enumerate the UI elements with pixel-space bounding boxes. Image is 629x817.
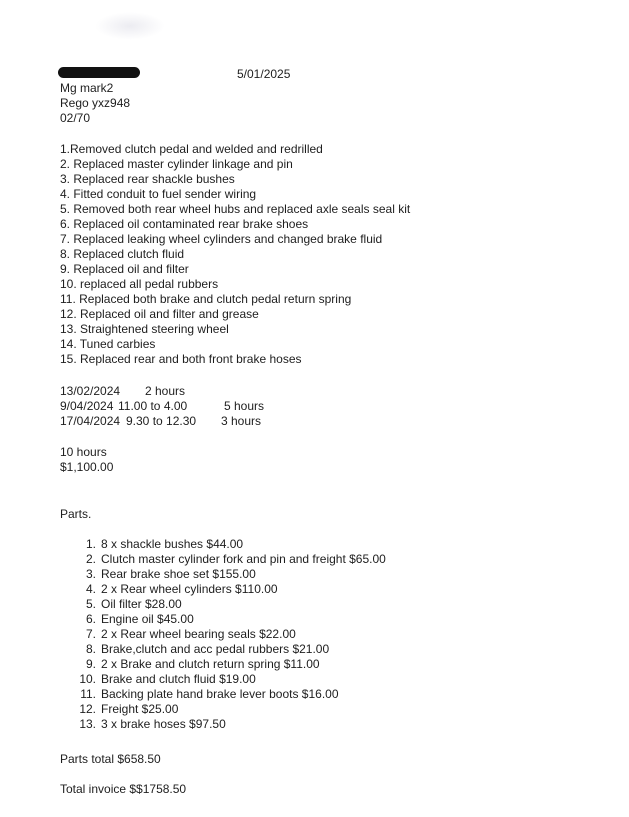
parts-item-number: 3. xyxy=(85,567,96,581)
parts-item xyxy=(78,672,256,687)
parts-item xyxy=(78,642,329,657)
parts-item-text: Rear brake shoe set $155.00 xyxy=(101,567,256,581)
parts-item xyxy=(78,567,256,582)
parts-item-text: 8 x shackle bushes $44.00 xyxy=(101,537,244,551)
parts-item xyxy=(78,612,194,627)
work-item: 8. Replaced clutch fluid xyxy=(60,247,185,261)
car-model: Mg mark2 xyxy=(60,81,114,95)
parts-item-text: 2 x Brake and clutch return spring $11.00 xyxy=(101,657,320,671)
time-log-hours: 2 hours xyxy=(145,384,186,398)
parts-item xyxy=(78,582,278,597)
parts-item xyxy=(78,537,243,552)
parts-item xyxy=(78,702,178,717)
parts-item-number: 12. xyxy=(79,702,96,716)
parts-item-number: 1. xyxy=(85,537,96,551)
work-item: 6. Replaced oil contaminated rear brake shoes xyxy=(60,217,309,231)
time-log-hours: 5 hours xyxy=(224,399,265,413)
parts-item xyxy=(78,657,320,672)
labour-cost: $1,100.00 xyxy=(60,460,114,474)
parts-item xyxy=(78,687,339,702)
parts-item xyxy=(78,552,386,567)
parts-item-number: 2. xyxy=(85,552,96,566)
parts-item-text: Freight $25.00 xyxy=(101,702,179,716)
parts-item xyxy=(78,597,182,612)
parts-item xyxy=(78,627,296,642)
build-date: 02/70 xyxy=(60,111,91,125)
work-item: 13. Straightened steering wheel xyxy=(60,322,229,336)
parts-item-number: 4. xyxy=(85,582,96,596)
parts-item xyxy=(78,717,226,732)
work-item: 4. Fitted conduit to fuel sender wiring xyxy=(60,187,257,201)
parts-item-number: 7. xyxy=(85,627,96,641)
labour-hours: 10 hours xyxy=(60,445,107,459)
parts-item-number: 5. xyxy=(85,597,96,611)
parts-item-text: Clutch master cylinder fork and pin and freight $65.00 xyxy=(101,552,386,566)
redacted-name xyxy=(58,67,140,78)
work-item: 11. Replaced both brake and clutch pedal return spring xyxy=(60,292,352,306)
work-item: 2. Replaced master cylinder linkage and pin xyxy=(60,157,293,171)
parts-item-text: Oil filter $28.00 xyxy=(101,597,182,611)
parts-item-number: 11. xyxy=(80,687,96,701)
work-item: 5. Removed both rear wheel hubs and replaced axle seals seal kit xyxy=(60,202,411,216)
parts-item-number: 10. xyxy=(79,672,96,686)
invoice-total: Total invoice $$1758.50 xyxy=(60,782,187,796)
parts-item-text: Backing plate hand brake lever boots $16.00 xyxy=(101,687,339,701)
parts-item-number: 13. xyxy=(79,717,96,731)
time-log-date: 13/02/2024 xyxy=(60,384,121,398)
time-log-hours: 3 hours xyxy=(221,414,262,428)
parts-item-text: 2 x Rear wheel cylinders $110.00 xyxy=(101,582,278,596)
invoice-date: 5/01/2025 xyxy=(237,67,291,81)
work-item: 10. replaced all pedal rubbers xyxy=(60,277,219,291)
parts-item-text: Brake,clutch and acc pedal rubbers $21.00 xyxy=(101,642,330,656)
work-item: 7. Replaced leaking wheel cylinders and changed brake fluid xyxy=(60,232,383,246)
work-item: 12. Replaced oil and filter and grease xyxy=(60,307,259,321)
work-item: 14. Tuned carbies xyxy=(60,337,156,351)
registration: Rego yxz948 xyxy=(60,96,131,110)
work-item: 15. Replaced rear and both front brake hoses xyxy=(60,352,302,366)
parts-item-text: 2 x Rear wheel bearing seals $22.00 xyxy=(101,627,296,641)
scan-smudge xyxy=(95,12,165,40)
work-item: 1.Removed clutch pedal and welded and redrilled xyxy=(60,142,323,156)
parts-item-text: Brake and clutch fluid $19.00 xyxy=(101,672,256,686)
parts-heading: Parts. xyxy=(60,507,92,521)
parts-item-text: 3 x brake hoses $97.50 xyxy=(101,717,226,731)
parts-item-text: Engine oil $45.00 xyxy=(101,612,194,626)
parts-item-number: 6. xyxy=(85,612,96,626)
time-log-time: 9.30 to 12.30 xyxy=(126,414,197,428)
parts-item-number: 8. xyxy=(85,642,96,656)
time-log-date: 17/04/2024 xyxy=(60,414,121,428)
parts-item-number: 9. xyxy=(85,657,96,671)
time-log-date: 9/04/2024 xyxy=(60,399,114,413)
work-item: 9. Replaced oil and filter xyxy=(60,262,189,276)
time-log-time: 11.00 to 4.00 xyxy=(118,399,188,413)
parts-total: Parts total $658.50 xyxy=(60,752,161,766)
work-item: 3. Replaced rear shackle bushes xyxy=(60,172,235,186)
